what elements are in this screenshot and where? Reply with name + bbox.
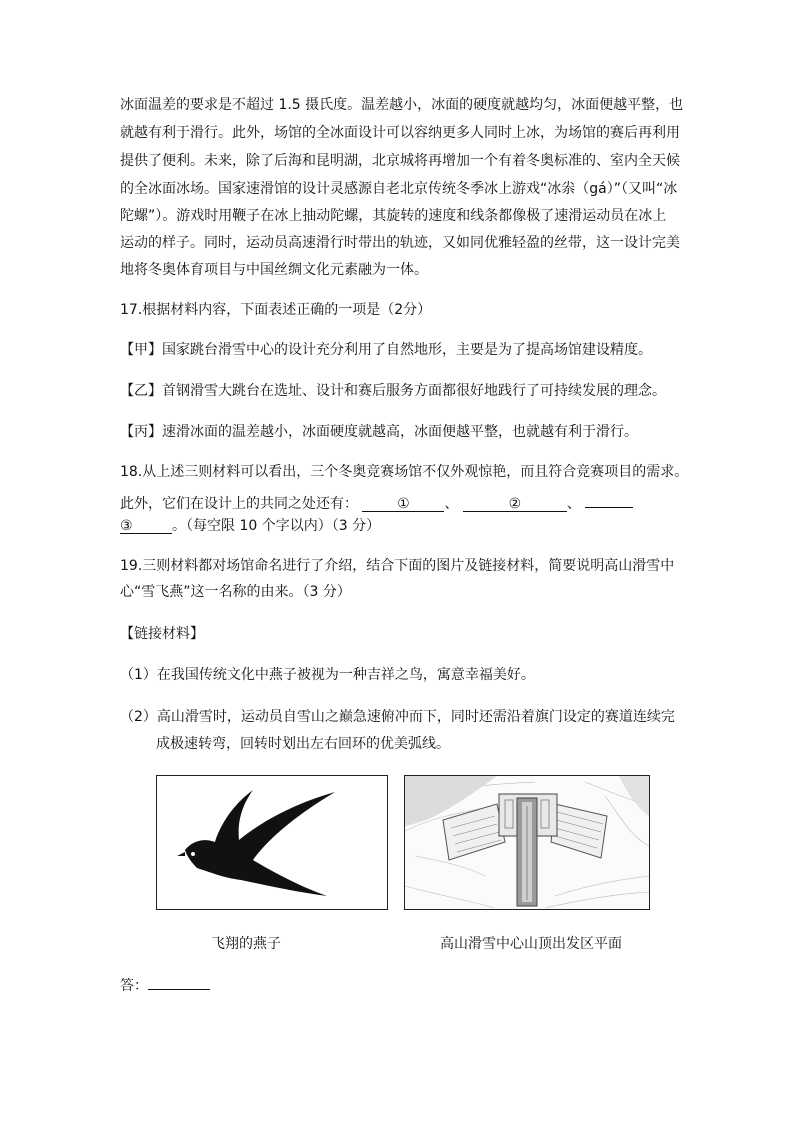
link-material-item-2-cont: 成极速转弯，回转时划出左右回环的优美弧线。 bbox=[156, 736, 450, 752]
separator: 、 bbox=[444, 496, 459, 512]
question-17-option-c: 【丙】速滑冰面的温差越小，冰面硬度就越高，冰面便越平整，也就越有利于滑行。 bbox=[120, 424, 638, 440]
passage-line: 就越有利于滑行。此外，场馆的全冰面设计可以容纳更多人同时上冰，为场馆的赛后再利用 bbox=[120, 125, 680, 141]
question-18-suffix: 。（每空限 10 个字以内）（3 分） bbox=[172, 518, 381, 534]
question-17-option-a: 【甲】国家跳台滑雪中心的设计充分利用了自然地形，主要是为了提高场馆建设精度。 bbox=[120, 342, 652, 358]
plan-caption: 高山滑雪中心山顶出发区平面 bbox=[440, 936, 622, 952]
swallow-figure bbox=[156, 775, 388, 910]
answer-field[interactable] bbox=[148, 973, 210, 990]
question-17-option-b: 【乙】首钢滑雪大跳台在选址、设计和赛后服务方面都很好地践行了可持续发展的理念。 bbox=[120, 383, 666, 399]
question-19-stem: 19.三则材料都对场馆命名进行了介绍，结合下面的图片及链接材料，简要说明高山滑雪中 bbox=[120, 558, 675, 574]
passage-line: 陀螺”）。游戏时用鞭子在冰上抽动陀螺，其旋转的速度和线条都像极了速滑运动员在冰上 bbox=[120, 208, 667, 224]
swallow-caption: 飞翔的燕子 bbox=[211, 936, 281, 952]
answer-label: 答： bbox=[120, 978, 148, 994]
answer-blank-2[interactable]: ② bbox=[463, 495, 567, 512]
answer-blank-1[interactable]: ① bbox=[362, 495, 444, 512]
question-17-stem: 17.根据材料内容，下面表述正确的一项是（2分） bbox=[120, 302, 432, 318]
question-18-line3 bbox=[120, 517, 380, 535]
question-18-prefix: 此外，它们在设计上的共同之处还有： bbox=[120, 496, 358, 512]
link-material-item-2: （2）高山滑雪时，运动员自雪山之巅急速俯冲而下，同时还需沿着旗门设定的赛道连续完 bbox=[120, 709, 675, 725]
question-18-line2 bbox=[120, 491, 633, 513]
question-18-stem: 18.从上述三则材料可以看出，三个冬奥竞赛场馆不仅外观惊艳，而且符合竞赛项目的需求。 bbox=[120, 464, 689, 480]
alpine-plan-figure bbox=[404, 775, 650, 910]
link-material-item-1: （1）在我国传统文化中燕子被视为一种吉祥之鸟，寓意幸福美好。 bbox=[120, 667, 535, 683]
passage-line: 提供了便利。未来，除了后海和昆明湖，北京城将再增加一个有着冬奥标准的、室内全天候 bbox=[120, 153, 680, 169]
answer-blank-3-start[interactable] bbox=[585, 491, 633, 508]
answer-line bbox=[120, 973, 210, 995]
swallow-icon bbox=[157, 776, 387, 909]
question-19-stem-line2: 心“雪飞燕”这一名称的由来。（3 分） bbox=[120, 584, 351, 600]
passage-line: 的全冰面冰场。国家速滑馆的设计灵感源自老北京传统冬季冰上游戏“冰尜（gá）”（又叫“冰 bbox=[120, 181, 678, 197]
passage-line: 运动的样子。同时，运动员高速滑行时带出的轨迹，又如同优雅轻盈的丝带，这一设计完美 bbox=[120, 235, 680, 251]
passage-line: 冰面温差的要求是不超过 1.5 摄氏度。温差越小，冰面的硬度就越均匀，冰面便越平整，也 bbox=[120, 97, 684, 113]
answer-blank-3[interactable]: ③ bbox=[120, 517, 172, 534]
separator: 、 bbox=[566, 496, 581, 512]
site-plan-icon bbox=[405, 776, 649, 909]
passage-line: 地将冬奥体育项目与中国丝绸文化元素融为一体。 bbox=[120, 262, 428, 278]
link-material-title: 【链接材料】 bbox=[120, 626, 204, 642]
